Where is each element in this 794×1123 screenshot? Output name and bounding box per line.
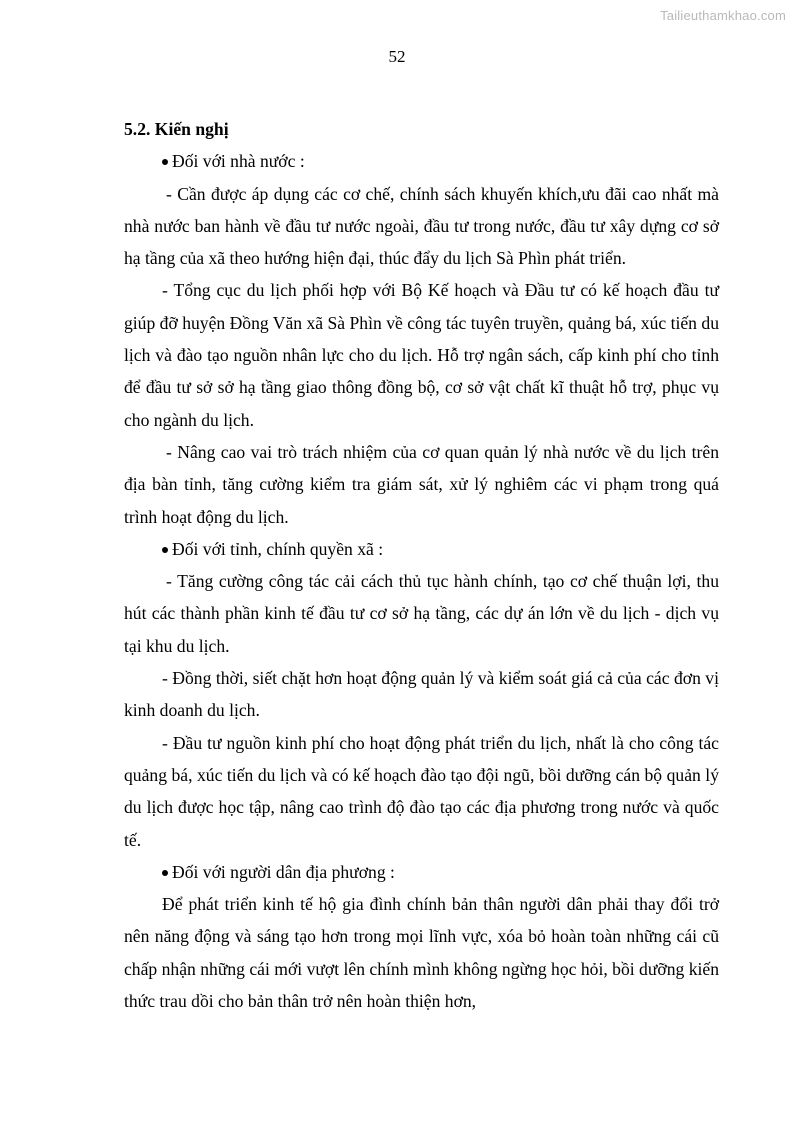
bullet-label: Đối với người dân địa phương : (172, 861, 395, 882)
bullet-dot-icon (162, 159, 168, 165)
paragraph: - Nâng cao vai trò trách nhiệm của cơ quan quản lý nhà nước về du lịch trên địa bàn tỉnh, tăng cường kiểm tra giám sát, xử lý nghiêm các vi phạm trong quá trình hoạt động du lịch. (124, 441, 719, 527)
paragraph: Để phát triển kinh tế hộ gia đình chính bản thân người dân phải thay đổi trở nên năng động và sáng tạo hơn trong mọi lĩnh vực, xóa bỏ hoàn toàn những cái cũ chấp nhận những cái mới vượt lên chính mình không ngừng học hỏi, bồi dưỡng kiến thức trau dồi cho bản thân trở nên hoàn thiện hơn, (124, 894, 719, 1012)
bullet-dot-icon (162, 547, 168, 553)
paragraph: - Tổng cục du lịch phối hợp với Bộ Kế hoạch và Đầu tư có kế hoạch đầu tư giúp đỡ huyện Đồng Văn xã Sà Phìn về công tác tuyên truyền, quảng bá, xúc tiến du lịch và đào tạo nguồn nhân lực cho du lịch. Hỗ trợ ngân sách, cấp kinh phí cho tỉnh để đầu tư sở sở hạ tầng giao thông đồng bộ, cơ sở vật chất kĩ thuật hỗ trợ, phục vụ cho ngành du lịch. (124, 280, 719, 430)
bullet-label: Đối với tỉnh, chính quyền xã : (172, 538, 384, 559)
paragraph: - Cần được áp dụng các cơ chế, chính sách khuyến khích,ưu đãi cao nhất mà nhà nước ban hành về đầu tư nước ngoài, đầu tư trong nước, đầu tư xây dựng cơ sở hạ tầng của xã theo hướng hiện đại, thúc đẩy du lịch Sà Phìn phát triển. (124, 183, 719, 269)
bullet-state (124, 145, 719, 177)
page-number: 52 (388, 47, 406, 66)
bullet-province (124, 533, 719, 565)
paragraph: - Đầu tư nguồn kinh phí cho hoạt động phát triển du lịch, nhất là cho công tác quảng bá, xúc tiến du lịch và có kế hoạch đào tạo đội ngũ, bồi dưỡng cán bộ quản lý du lịch được học tập, nâng cao trình độ đào tạo các địa phương trong nước và quốc tế. (124, 732, 719, 850)
watermark-text: Tailieuthamkhao.com (660, 8, 786, 23)
section-heading: 5.2. Kiến nghị (124, 119, 229, 139)
bullet-dot-icon (162, 870, 168, 876)
paragraph: - Đồng thời, siết chặt hơn hoạt động quản lý và kiểm soát giá cả của các đơn vị kinh doanh du lịch. (124, 668, 719, 721)
bullet-label: Đối với nhà nước : (172, 151, 305, 172)
document-body (124, 113, 719, 1017)
paragraph: - Tăng cường công tác cải cách thủ tục hành chính, tạo cơ chế thuận lợi, thu hút các thành phần kinh tế đầu tư cơ sở hạ tầng, các dự án lớn về du lịch - dịch vụ tại khu du lịch. (124, 571, 719, 656)
bullet-locals (124, 856, 719, 888)
